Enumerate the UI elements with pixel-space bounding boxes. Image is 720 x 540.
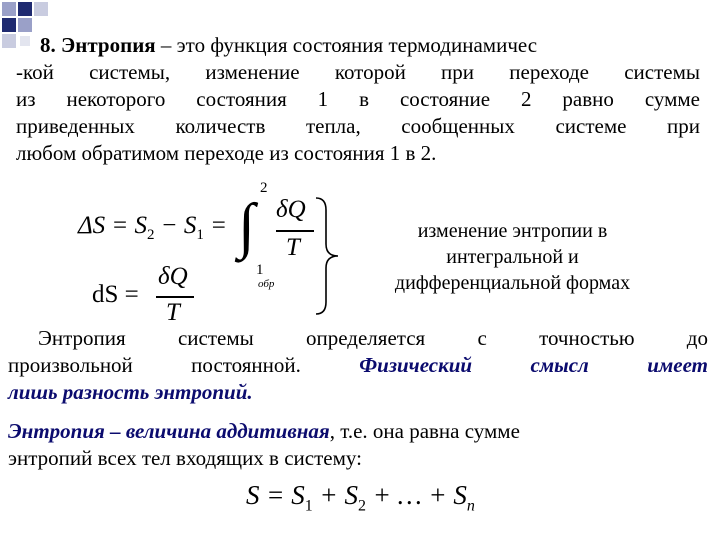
formula-differential-lhs: dS =	[92, 281, 139, 308]
integral-lower-limit: 1	[256, 262, 264, 278]
heading-line-5: любом обратимом переходе из состояния 1 в 2.	[16, 141, 437, 165]
formula-integral-denominator: T	[286, 234, 300, 261]
brace-note-line-1: изменение энтропии в	[417, 220, 608, 242]
formula-differential-fraction-bar	[156, 296, 194, 298]
integral-upper-limit: 2	[260, 180, 268, 196]
heading-line-4: приведенных количеств тепла, сообщенных системе при	[16, 114, 700, 138]
formula-differential-numerator: δQ	[158, 263, 188, 290]
square-7	[20, 36, 30, 46]
heading-line-2: -кой системы, изменение которой при переходе системы	[16, 60, 700, 84]
heading-line-3: из некоторого состояния 1 в состояние 2 равно сумме	[16, 87, 700, 111]
brace-note-line-2: интегральной и	[446, 246, 579, 268]
formula-integral-fraction-bar	[276, 230, 314, 232]
paragraph3-italic: Энтропия – величина аддитивная	[8, 419, 330, 443]
formula-differential-denominator: T	[166, 299, 180, 326]
integral-lower-sub: обр	[258, 278, 275, 290]
heading-line-1-rest: – это функция состояния термодинамичес	[155, 33, 538, 57]
square-5	[34, 2, 48, 16]
heading-line-1	[40, 32, 537, 59]
paragraph2-line-1: Энтропия системы определяется с точностью до	[38, 326, 708, 350]
heading-term: Энтропия	[61, 33, 156, 57]
paragraph2-line-2-italic: Физический смысл имеет	[359, 353, 708, 377]
paragraph3-line-2: энтропий всех тел входящих в систему:	[8, 446, 362, 470]
formula-integral-numerator: δQ	[276, 196, 306, 223]
formula-additive: $S = S_1 + S_2$ + … + $S_n$	[246, 480, 475, 515]
square-4	[18, 18, 32, 32]
formula-integral-lhs: $\Delta S = S_2 - S_1$ =	[78, 212, 228, 243]
square-1	[2, 2, 16, 16]
square-6	[2, 34, 16, 48]
paragraph3-rest: , т.е. она равна сумме	[329, 419, 520, 443]
curly-brace	[310, 196, 344, 316]
paragraph2-line-2-plain: произвольной постоянной.	[8, 353, 360, 377]
paragraph2-line-2	[8, 352, 708, 379]
square-2	[18, 2, 32, 16]
brace-note-line-3: дифференциальной формах	[394, 272, 631, 294]
integral-sign: ∫	[238, 192, 255, 260]
square-3	[2, 18, 16, 32]
heading-number: 8.	[40, 33, 61, 57]
paragraph3-line-1	[8, 418, 520, 445]
paragraph2-line-3: лишь разность энтропий.	[8, 380, 253, 404]
